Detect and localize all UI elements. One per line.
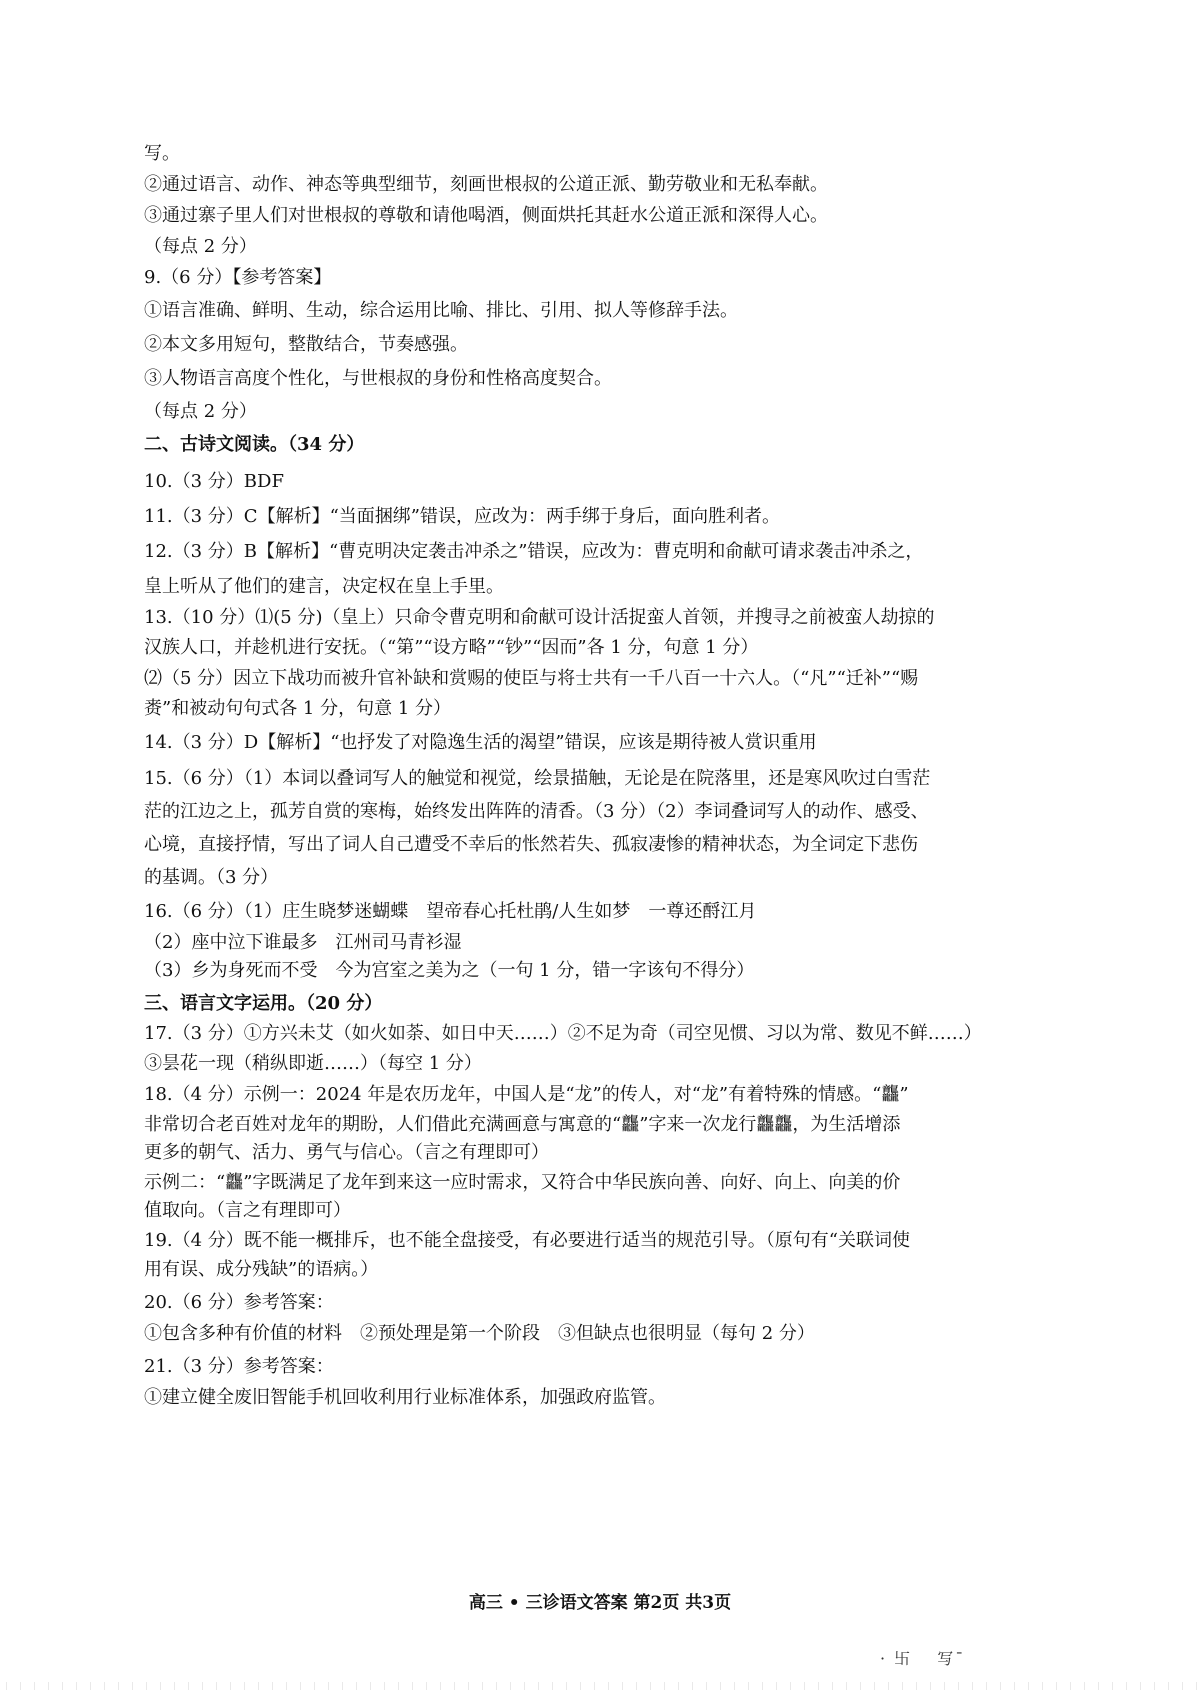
text-line: 17.（3 分）①方兴未艾（如火如荼、如日中天……）②不足为奇（司空见惯、习以为常、数见不鲜……） xyxy=(144,1023,982,1044)
text-line: ③昙花一现（稍纵即逝……）（每空 1 分） xyxy=(144,1053,482,1074)
text-line: 15.（6 分）（1）本词以叠词写人的触觉和视觉，绘景描触，无论是在院落里，还是寒风吹过白雪茫 xyxy=(144,768,931,789)
text-line: 14.（3 分）D【解析】“也抒发了对隐逸生活的渴望”错误，应该是期待被人赏识重用 xyxy=(144,732,817,753)
scan-edge-noise xyxy=(0,1682,1200,1690)
text-line: 18.（4 分）示例一：2024 年是农历龙年，中国人是“龙”的传人，对“龙”有着特殊的情感。“龘” xyxy=(144,1084,909,1105)
text-line: ①语言准确、鲜明、生动，综合运用比喻、排比、引用、拟人等修辞手法。 xyxy=(144,300,738,321)
text-line: 16.（6 分）（1）庄生晓梦迷蝴蝶 望帝春心托杜鹃/人生如梦 一尊还酹江月 xyxy=(144,901,757,922)
text-line: （3）乡为身死而不受 今为宫室之美为之（一句 1 分，错一字该句不得分） xyxy=(144,960,755,981)
text-line: 非常切合老百姓对龙年的期盼，人们借此充满画意与寓意的“龘”字来一次龙行龘龘，为生活增添 xyxy=(144,1114,901,1135)
text-line: ⑵（5 分）因立下战功而被升官补缺和赏赐的使臣与将士共有一千八百一十六人。（“凡”“迁补”“赐 xyxy=(144,668,919,689)
text-line: ②本文多用短句，整散结合，节奏感强。 xyxy=(144,334,468,355)
text-line: 心境，直接抒情，写出了词人自己遭受不幸后的怅然若失、孤寂凄惨的精神状态，为全词定下悲伤 xyxy=(144,834,918,855)
text-line: （每点 2 分） xyxy=(144,236,257,257)
text-line: 11.（3 分）C【解析】“当面捆绑”错误，应改为：两手绑于身后，面向胜利者。 xyxy=(144,506,780,527)
text-line: 10.（3 分）BDF xyxy=(144,471,284,492)
text-line: 20.（6 分）参考答案： xyxy=(144,1292,334,1313)
text-line: 茫的江边之上，孤芳自赏的寒梅，始终发出阵阵的清香。（3 分）（2）李词叠词写人的动作、感受、 xyxy=(144,801,929,822)
text-line: 值取向。（言之有理即可） xyxy=(144,1200,351,1221)
text-line: （每点 2 分） xyxy=(144,401,257,422)
text-line: 13.（10 分）⑴(5 分)（皇上）只命令曹克明和俞献可设计活捉蛮人首领，并搜寻之前被蛮人劫掠的 xyxy=(144,607,935,628)
text-line: 19.（4 分）既不能一概排斥，也不能全盘接受，有必要进行适当的规范引导。（原句有“关联词使 xyxy=(144,1230,910,1251)
page-footer: 高三 • 三诊语文答案 第2页 共3页 xyxy=(468,1593,732,1613)
text-line: 写。 xyxy=(144,143,180,164)
text-line: 更多的朝气、活力、勇气与信心。（言之有理即可） xyxy=(144,1142,549,1163)
text-line: ③人物语言高度个性化，与世根叔的身份和性格高度契合。 xyxy=(144,368,612,389)
text-line: ①建立健全废旧智能手机回收利用行业标准体系，加强政府监管。 xyxy=(144,1387,666,1408)
text-line: 用有误、成分残缺”的语病。） xyxy=(144,1259,379,1280)
section-heading: 二、古诗文阅读。（34 分） xyxy=(144,434,365,455)
scan-marks: · 卐 写¯ xyxy=(880,1649,966,1668)
text-line: 汉族人口，并趁机进行安抚。（“第”“设方略”“钞”“因而”各 1 分，句意 1 分） xyxy=(144,637,759,658)
text-line: 示例二：“龘”字既满足了龙年到来这一应时需求，又符合中华民族向善、向好、向上、向美的价 xyxy=(144,1172,901,1193)
text-line: 赉”和被动句句式各 1 分，句意 1 分） xyxy=(144,698,451,719)
text-line: 皇上听从了他们的建言，决定权在皇上手里。 xyxy=(144,576,504,597)
text-line: （2）座中泣下谁最多 江州司马青衫湿 xyxy=(144,932,462,953)
text-line: 的基调。（3 分） xyxy=(144,867,279,888)
text-line: 9.（6 分）【参考答案】 xyxy=(144,267,332,288)
text-line: ③通过寨子里人们对世根叔的尊敬和请他喝酒，侧面烘托其赶水公道正派和深得人心。 xyxy=(144,205,828,226)
text-line: 12.（3 分）B【解析】“曹克明决定袭击冲杀之”错误，应改为：曹克明和俞献可请求袭击冲杀之， xyxy=(144,541,924,562)
text-line: 21.（3 分）参考答案： xyxy=(144,1356,334,1377)
section-heading: 三、语言文字运用。（20 分） xyxy=(144,993,383,1014)
text-line: ①包含多种有价值的材料 ②预处理是第一个阶段 ③但缺点也很明显（每句 2 分） xyxy=(144,1323,815,1344)
text-line: ②通过语言、动作、神态等典型细节，刻画世根叔的公道正派、勤劳敬业和无私奉献。 xyxy=(144,174,828,195)
